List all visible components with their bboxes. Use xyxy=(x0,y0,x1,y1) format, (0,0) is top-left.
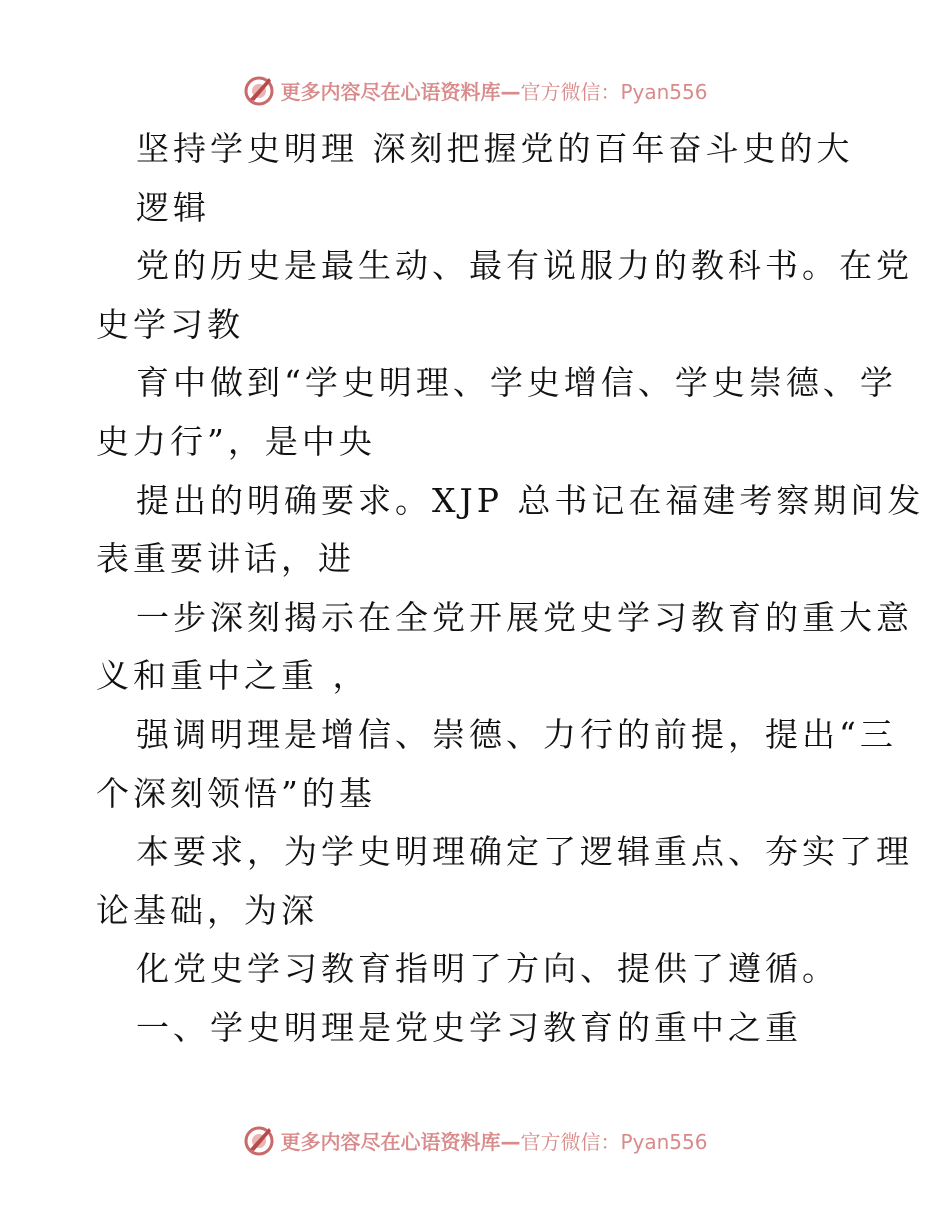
text-line: 化党史学习教育指明了方向、提供了遵循。 xyxy=(136,949,839,989)
quill-circle-icon xyxy=(242,73,276,107)
text-line: 论基础，为深 xyxy=(96,890,318,930)
text-line: 提出的明确要求。XJP 总书记在福建考察期间发 xyxy=(136,480,925,520)
text-line: 坚持学史明理 深刻把握党的百年奋斗史的大 xyxy=(136,129,854,168)
text-line: 一步深刻揭示在全党开展党史学习教育的重大意 xyxy=(136,597,913,637)
banner-text: 更多内容尽在心语资料库—官方微信：Pyan556 xyxy=(280,79,708,104)
banner-text: 更多内容尽在心语资料库—官方微信：Pyan556 xyxy=(280,1129,708,1154)
text-line: 党的历史是最生动、最有说服力的教科书。在党 xyxy=(136,246,913,286)
header-banner xyxy=(0,70,950,110)
text-line: 本要求，为学史明理确定了逻辑重点、夯实了理 xyxy=(136,832,913,872)
text-line: 表重要讲话，进 xyxy=(96,539,355,579)
text-line: 强调明理是增信、崇德、力行的前提，提出“三 xyxy=(136,714,897,754)
text-line: 一、学史明理是党史学习教育的重中之重 xyxy=(136,1007,802,1047)
footer-banner xyxy=(0,1120,950,1160)
banner-wechat: 官方微信：Pyan556 xyxy=(520,1129,708,1154)
banner-wechat: 官方微信：Pyan556 xyxy=(520,79,708,104)
text-line: 个深刻领悟”的基 xyxy=(96,773,376,813)
text-line: 史力行”，是中央 xyxy=(96,421,376,461)
text-line: 逻辑 xyxy=(136,187,210,227)
quill-circle-icon xyxy=(242,1123,276,1157)
text-line: 史学习教 xyxy=(96,304,244,344)
document-body xyxy=(96,120,925,1058)
text-line: 育中做到“学史明理、学史增信、学史崇德、学 xyxy=(136,363,897,403)
text-line: 义和重中之重 ， xyxy=(96,656,370,696)
